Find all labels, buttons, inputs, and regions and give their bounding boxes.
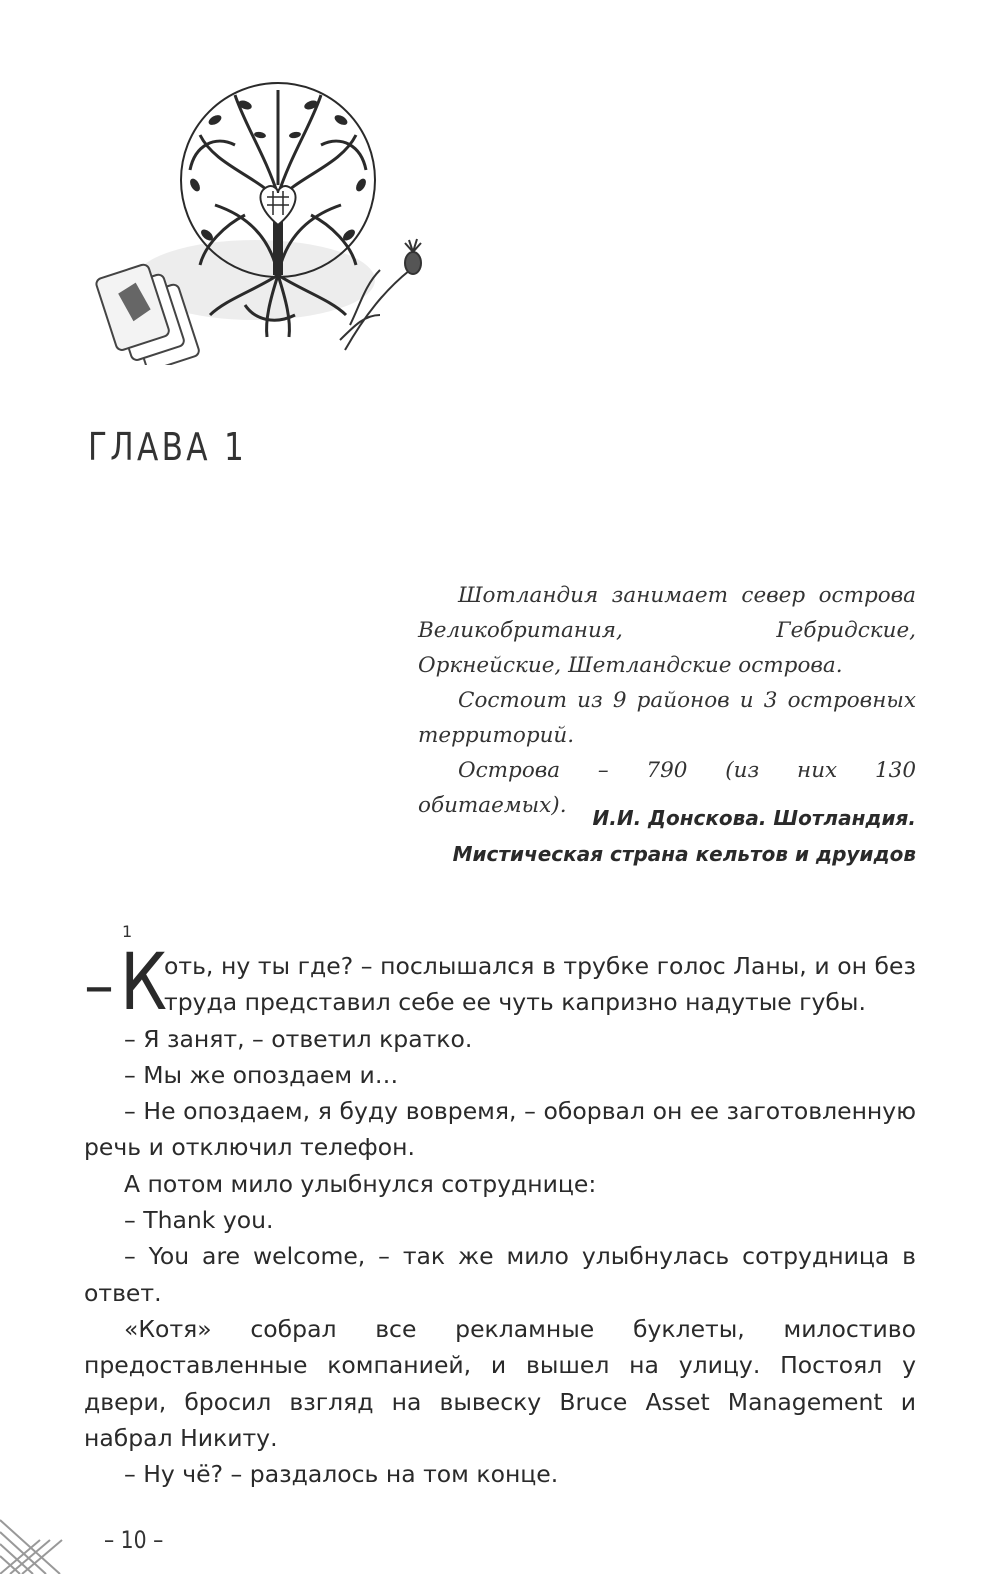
paragraph: – You are welcome, – так же мило улыбнулась сотрудница в ответ. (84, 1242, 916, 1307)
drop-cap-dash: – (84, 951, 114, 1021)
page-number: – 10 – (104, 1526, 164, 1554)
section-number: 1 (122, 922, 133, 941)
epigraph (418, 578, 916, 823)
paragraph: – Мы же опоздаем и… (124, 1060, 399, 1089)
drop-cap (84, 938, 168, 1028)
chapter-title: ГЛАВА 1 (88, 425, 248, 469)
first-paragraph-text: оть, ну ты где? – послышался в трубке голос Ланы, и он без труда представил себе ее чуть капризно надутые губы. (164, 952, 916, 1017)
drop-cap-letter: К (120, 938, 168, 1028)
paragraph: – Не опоздаем, я буду вовремя, – оборвал он ее заготовленную речь и отключил телефон. (84, 1097, 916, 1162)
epigraph-line: Состоит из 9 районов и 3 островных территорий. (418, 688, 916, 748)
paragraph: – Я занят, – ответил кратко. (124, 1024, 473, 1053)
paragraph: – Ну чё? – раздалось на том конце. (124, 1460, 559, 1489)
paragraph: – Thank you. (124, 1206, 274, 1235)
attribution-source: Мистическая страна кельтов и друидов (452, 842, 916, 866)
body-text (84, 938, 916, 1492)
paragraph: «Котя» собрал все рекламные буклеты, милостиво предоставленные компанией, и вышел на улицу. Постоял у двери, бросил взгляд на вывеску Bruce Asset Management и набрал Никиту. (84, 1314, 916, 1452)
attribution-author: И.И. Донскова. Шотландия. (592, 806, 916, 830)
paragraph: А потом мило улыбнулся сотруднице: (124, 1169, 597, 1198)
first-paragraph (84, 938, 916, 1028)
epigraph-line: Острова – 790 (из них 130 обитаемых). (418, 758, 916, 818)
celtic-heart-icon (260, 186, 295, 225)
corner-pattern-icon (0, 1500, 80, 1574)
epigraph-attribution (453, 800, 916, 872)
epigraph-line: Шотландия занимает север острова Великобритания, Гебридские, Оркнейские, Шетландские острова. (418, 583, 916, 678)
tree-of-life-illustration (95, 75, 455, 365)
